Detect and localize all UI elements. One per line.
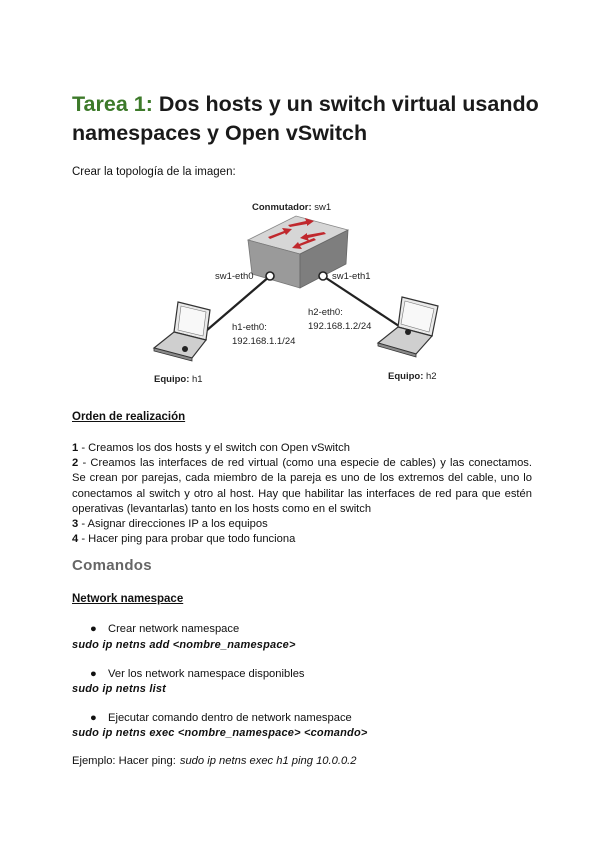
bullet-dot-icon: ●	[90, 712, 97, 724]
steps-list	[72, 441, 532, 547]
bullet-item: ● Ejecutar comando dentro de network namespace	[90, 712, 352, 724]
port-h2	[405, 329, 411, 335]
bullet-dot-icon: ●	[90, 668, 97, 680]
label-h1: Equipo: h1	[154, 374, 203, 385]
label-h1-ip: 192.168.1.1/24	[232, 336, 296, 347]
example-command: sudo ip netns exec h1 ping 10.0.0.2	[179, 755, 357, 767]
command-text: sudo ip netns add <nombre_namespace>	[72, 639, 296, 651]
switch-label: Conmutador: sw1	[252, 202, 332, 213]
intro-text: Crear la topología de la imagen:	[72, 166, 236, 178]
command-text: sudo ip netns exec <nombre_namespace> <comando>	[72, 727, 368, 739]
bullet-item: ● Crear network namespace	[90, 623, 240, 635]
label-h2: Equipo: h2	[388, 371, 437, 382]
label-h2-ip: 192.168.1.2/24	[308, 321, 372, 332]
command-text: sudo ip netns list	[72, 683, 167, 695]
port-sw1-eth0	[266, 272, 274, 280]
step-item: 1 - Creamos los dos hosts y el switch con Open vSwitch	[72, 442, 350, 454]
step-item: 4 - Hacer ping para probar que todo funciona	[72, 533, 296, 546]
bullet-item: ● Ver los network namespace disponibles	[90, 668, 305, 680]
page-title	[72, 90, 542, 148]
step-item: 2 - Creamos las interfaces de red virtual (como una especie de cables) y las conectamos. Se crean por parejas, cada miembro de la pareja es uno de los extremos del cable, uno lo conectamos al switch y otro al host. Hay que habilitar las interfaces de red para que estén operativas (levantarlas) tanto en los hosts como en el switch	[72, 457, 532, 515]
port-sw1-eth1	[319, 272, 327, 280]
port-h1	[182, 346, 188, 352]
bullet-dot-icon: ●	[90, 623, 97, 635]
label-sw1-eth1: sw1-eth1	[332, 271, 371, 282]
comandos-heading: Comandos	[72, 557, 152, 574]
laptop-h2-icon	[378, 297, 438, 357]
network-namespace-heading: Network namespace	[72, 593, 184, 605]
title-prefix: Tarea 1:	[72, 92, 153, 116]
orden-heading: Orden de realización	[72, 411, 186, 423]
topology-diagram	[140, 194, 470, 390]
title-text: Dos hosts y un switch virtual usando namespaces y Open vSwitch	[72, 92, 539, 145]
label-sw1-eth0: sw1-eth0	[215, 271, 254, 282]
step-item: 3 - Asignar direcciones IP a los equipos	[72, 518, 268, 531]
label-h1-eth0: h1-eth0:	[232, 322, 267, 333]
laptop-h1-icon	[154, 302, 210, 361]
label-h2-eth0: h2-eth0:	[308, 307, 343, 318]
example-line: Ejemplo: Hacer ping: sudo ip netns exec h1 ping 10.0.0.2	[72, 755, 357, 767]
